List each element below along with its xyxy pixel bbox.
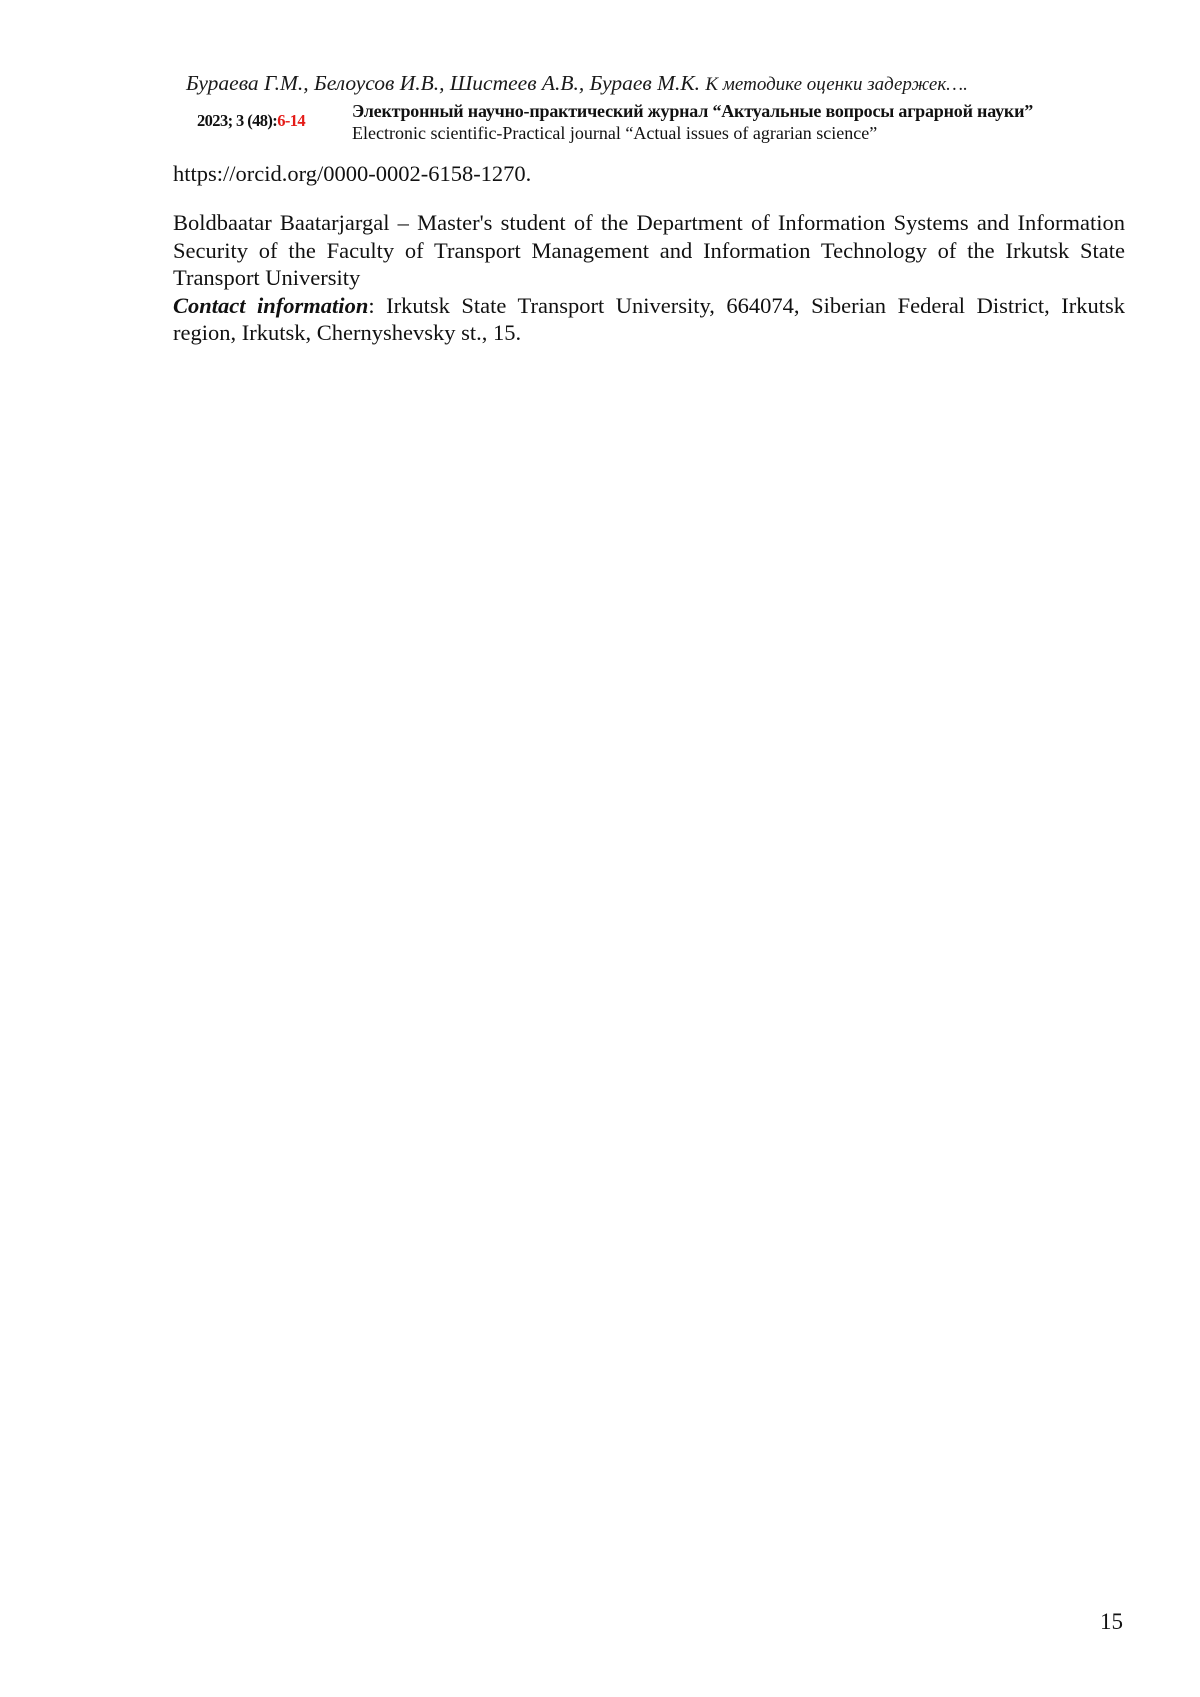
contact-label: Contact information (173, 292, 369, 318)
running-title-authors: Бураева Г.М., Белоусов И.В., Шистеев А.В., Бураев М.К. (186, 71, 701, 95)
running-title (186, 71, 968, 96)
contact-information (173, 292, 1125, 347)
journal-title-ru: Электронный научно-практический журнал “Актуальные вопросы аграрной науки” (352, 101, 1034, 121)
journal-title-block (352, 100, 1033, 144)
issue-number: 2023; 3 (48): (197, 111, 278, 130)
author-bio-block (173, 209, 1125, 347)
running-title-article: К методике оценки задержек…. (705, 74, 968, 95)
issue-reference (197, 111, 305, 131)
author-bio: Boldbaatar Baatarjargal – Master's student of the Department of Information Systems and Information Security of the Faculty of Transport Management and Information Technology of the Irkutsk State Transport University (173, 210, 1125, 290)
issue-pages: 6-14 (277, 111, 306, 130)
journal-title-en: Electronic scientific-Practical journal “Actual issues of agrarian science” (352, 123, 878, 143)
orcid-link[interactable]: https://orcid.org/0000-0002-6158-1270. (173, 161, 532, 186)
contact-details: : Irkutsk State Transport University, 664074, Siberian Federal District, Irkutsk region, Irkutsk, Chernyshevsky st., 15. (173, 292, 1125, 345)
page-number: 15 (1100, 1609, 1123, 1634)
